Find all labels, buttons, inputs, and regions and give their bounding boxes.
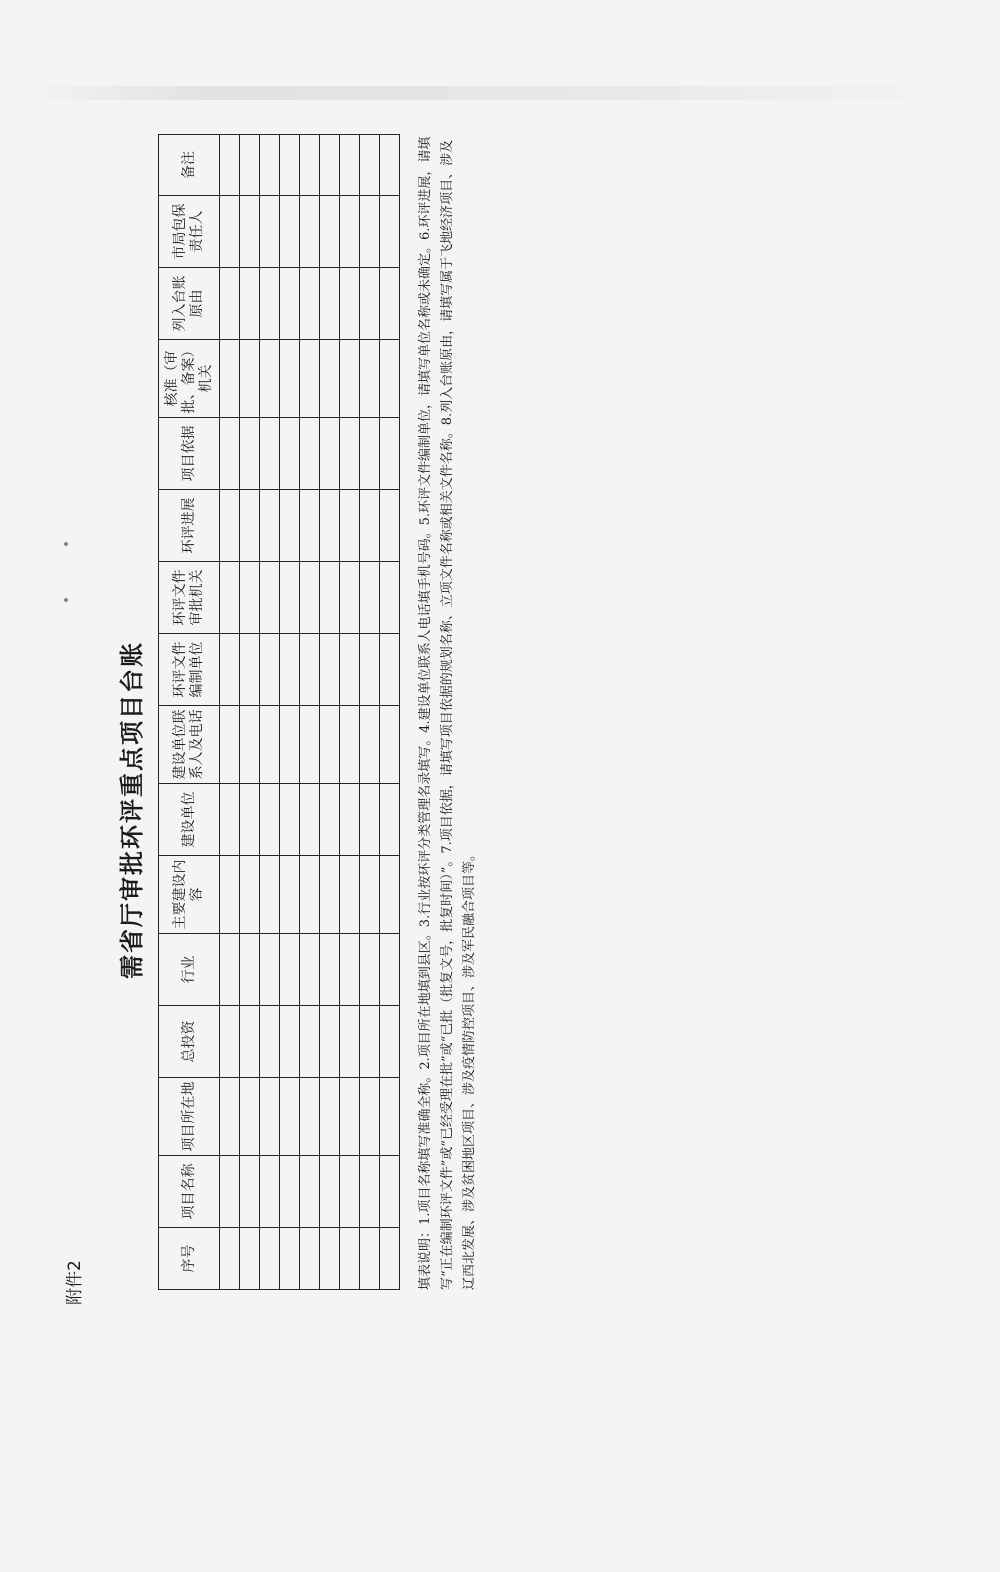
table-cell [360,490,380,562]
table-cell [360,706,380,784]
table-cell [220,490,240,562]
table-cell [360,418,380,490]
table-cell [280,1156,300,1228]
table-cell [260,934,280,1006]
table-cell [240,1156,260,1228]
table-header-row [159,135,220,1290]
table-cell [240,490,260,562]
table-cell [260,784,280,856]
table-row [380,135,400,1290]
table-cell [340,340,360,418]
table-cell [320,340,340,418]
table-cell [360,1228,380,1290]
table-cell [340,784,360,856]
project-ledger-table [158,134,400,1290]
table-row [240,135,260,1290]
column-header: 列入台账原由 [159,268,220,340]
table-cell [280,784,300,856]
table-cell [340,268,360,340]
column-header: 环评文件编制单位 [159,634,220,706]
table-cell [300,1078,320,1156]
table-cell [320,706,340,784]
table-cell [360,340,380,418]
table-cell [380,784,400,856]
column-header: 主要建设内容 [159,856,220,934]
table-cell [300,1228,320,1290]
column-header: 建设单位联系人及电话 [159,706,220,784]
table-cell [300,268,320,340]
table-cell [300,196,320,268]
table-cell [260,135,280,196]
table-cell [380,1006,400,1078]
table-cell [220,1156,240,1228]
table-cell [320,1156,340,1228]
table-cell [380,135,400,196]
table-row [320,135,340,1290]
table-cell [220,634,240,706]
table-row [260,135,280,1290]
table-cell [380,490,400,562]
table-cell [300,856,320,934]
table-row [300,135,320,1290]
table-cell [340,634,360,706]
table-cell [340,706,360,784]
table-cell [260,340,280,418]
table-cell [260,634,280,706]
table-row [280,135,300,1290]
table-cell [340,562,360,634]
table-cell [320,1078,340,1156]
table-cell [340,135,360,196]
table-cell [320,634,340,706]
table-cell [340,934,360,1006]
table-cell [280,1228,300,1290]
table-cell [220,1228,240,1290]
table-cell [240,135,260,196]
table-cell [240,634,260,706]
table-cell [340,418,360,490]
table-cell [260,418,280,490]
table-cell [300,490,320,562]
table-cell [320,784,340,856]
column-header: 项目名称 [159,1156,220,1228]
table-cell [240,1006,260,1078]
table-cell [320,418,340,490]
column-header: 总投资 [159,1006,220,1078]
table-cell [220,1078,240,1156]
table-cell [380,340,400,418]
table-cell [220,340,240,418]
table-cell [260,196,280,268]
table-cell [300,934,320,1006]
table-cell [240,562,260,634]
table-cell [220,196,240,268]
table-cell [240,856,260,934]
column-header: 建设单位 [159,784,220,856]
table-cell [320,562,340,634]
table-cell [300,418,320,490]
table-cell [380,418,400,490]
fill-instructions: 填表说明：1.项目名称填写准确全称。2.项目所在地填到县区。3.行业按环评分类管理名录填写。4.建设单位联系人电话填手机号码。5.环评文件编制单位，请填写单位名称或未确定。6.环评进展，请填写“正在编制环评文件”或“已经受理在批”或“已批（批复文号，批复时间）”。7.项目依据，请填写项目依据的规划名称、立项文件名称或相关文件名称。8.列入台账原由，请填写属于飞地经济项目、涉及辽西北发展、涉及贫困地区项目、涉及疫情防控项目、涉及军民融合项目等。 [418,136,477,1290]
table-cell [300,135,320,196]
table-cell [320,934,340,1006]
table-cell [340,490,360,562]
table-cell [340,1156,360,1228]
table-cell [360,934,380,1006]
table-cell [380,1228,400,1290]
rotated-sheet [60,110,500,1340]
table-cell [280,562,300,634]
table-cell [280,135,300,196]
table-cell [260,562,280,634]
table-cell [320,135,340,196]
table-cell [300,784,320,856]
page-title: 需省厅审批环评重点项目台账 [118,641,146,979]
table-cell [280,490,300,562]
table-cell [320,196,340,268]
table-cell [260,856,280,934]
table-cell [300,340,320,418]
table-cell [320,268,340,340]
table-cell [280,340,300,418]
table-cell [260,1006,280,1078]
table-cell [360,268,380,340]
column-header: 核准（审批、备案）机关 [159,340,220,418]
column-header: 备注 [159,135,220,196]
table-cell [220,706,240,784]
table-cell [360,634,380,706]
table-cell [280,1078,300,1156]
table-cell [340,1228,360,1290]
table-cell [220,1006,240,1078]
table-cell [340,1078,360,1156]
table-cell [300,634,320,706]
table-cell [320,856,340,934]
table-cell [220,856,240,934]
table-row [340,135,360,1290]
table-cell [280,634,300,706]
table-cell [240,418,260,490]
table-cell [360,196,380,268]
table-cell [280,706,300,784]
table-cell [380,196,400,268]
scan-artifact-band [20,86,980,100]
table-cell [280,268,300,340]
column-header: 项目所在地 [159,1078,220,1156]
table-cell [380,562,400,634]
table-cell [360,784,380,856]
table-cell [320,1006,340,1078]
column-header: 市局包保责任人 [159,196,220,268]
table-cell [220,418,240,490]
table-cell [380,634,400,706]
table-cell [240,340,260,418]
column-header: 行业 [159,934,220,1006]
table-cell [340,196,360,268]
table-cell [240,784,260,856]
table-cell [280,418,300,490]
table-cell [300,1006,320,1078]
table-cell [260,1228,280,1290]
table-cell [260,1156,280,1228]
table-cell [380,706,400,784]
table-cell [320,490,340,562]
table-cell [220,135,240,196]
table-cell [380,1156,400,1228]
table-cell [360,562,380,634]
table-cell [260,706,280,784]
table-cell [240,934,260,1006]
table-row [360,135,380,1290]
table-cell [300,706,320,784]
table-cell [360,135,380,196]
table-cell [300,1156,320,1228]
table-row [220,135,240,1290]
table-cell [320,1228,340,1290]
table-cell [360,1078,380,1156]
table-cell [360,1006,380,1078]
table-cell [280,934,300,1006]
column-header: 序号 [159,1228,220,1290]
table-cell [220,784,240,856]
table-cell [280,856,300,934]
table-cell [240,1228,260,1290]
table-cell [380,934,400,1006]
column-header: 环评文件审批机关 [159,562,220,634]
table-cell [360,856,380,934]
table-cell [240,1078,260,1156]
table-cell [300,562,320,634]
table-cell [220,562,240,634]
table-cell [360,1156,380,1228]
table-cell [280,1006,300,1078]
column-header: 项目依据 [159,418,220,490]
table-cell [260,1078,280,1156]
table-cell [380,1078,400,1156]
table-cell [380,856,400,934]
table-cell [340,856,360,934]
attachment-label: 附件2 [65,1260,85,1305]
table-cell [380,268,400,340]
table-cell [260,268,280,340]
table-cell [240,706,260,784]
table-cell [260,490,280,562]
table-cell [240,268,260,340]
table-cell [340,1006,360,1078]
table-cell [220,268,240,340]
table-cell [240,196,260,268]
column-header: 环评进展 [159,490,220,562]
table-cell [220,934,240,1006]
table-cell [280,196,300,268]
